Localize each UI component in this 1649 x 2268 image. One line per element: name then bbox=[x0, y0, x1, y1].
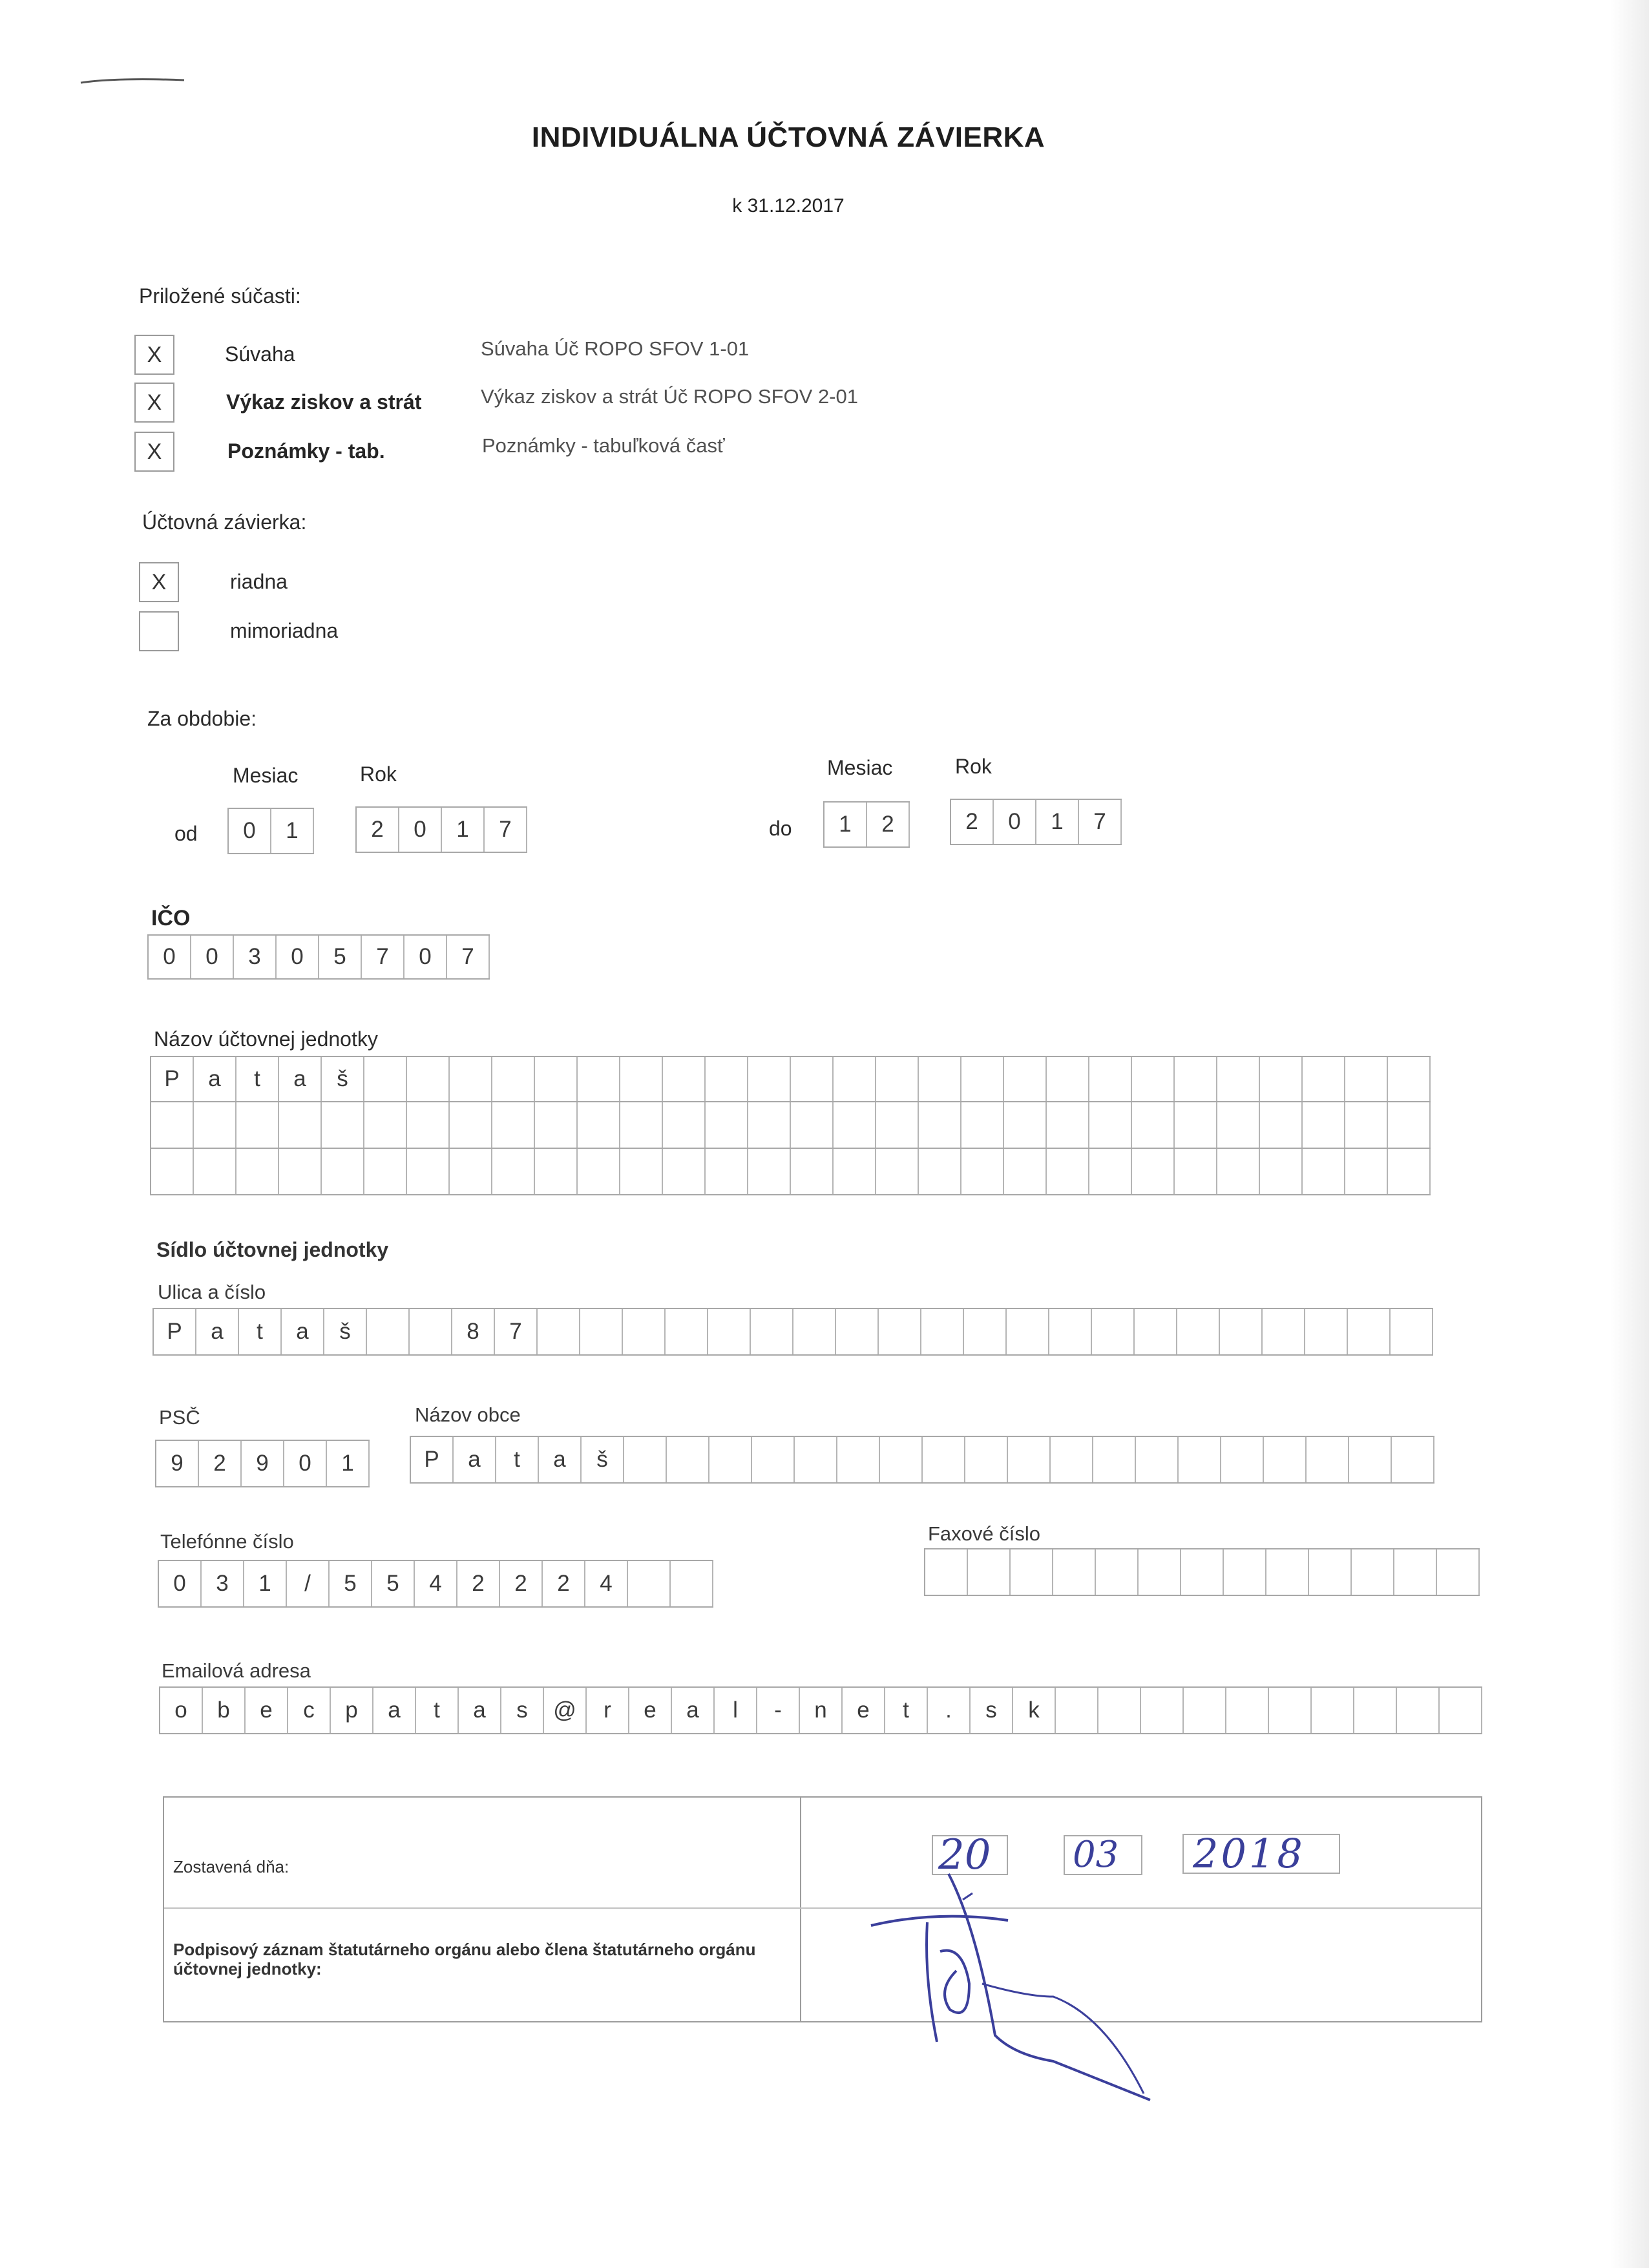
char-cell: c bbox=[288, 1688, 331, 1733]
char-cell: 2 bbox=[457, 1561, 500, 1606]
char-cell bbox=[236, 1102, 279, 1148]
char-cell bbox=[322, 1149, 364, 1194]
char-cell bbox=[708, 1309, 751, 1354]
signature-icon bbox=[859, 1848, 1182, 2113]
char-cell bbox=[663, 1057, 706, 1101]
phone-field[interactable] bbox=[158, 1560, 713, 1608]
from-year-field[interactable] bbox=[355, 806, 527, 853]
char-cell: a bbox=[454, 1437, 496, 1482]
char-cell bbox=[1260, 1149, 1303, 1194]
char-cell bbox=[1221, 1437, 1264, 1482]
char-cell bbox=[367, 1309, 410, 1354]
char-cell: 2 bbox=[199, 1441, 242, 1486]
component-name-poznamky: Poznámky - tab. bbox=[227, 439, 385, 463]
char-cell: . bbox=[928, 1688, 971, 1733]
char-cell bbox=[578, 1102, 620, 1148]
char-cell bbox=[1217, 1149, 1260, 1194]
char-cell bbox=[1177, 1309, 1220, 1354]
component-desc-suvaha: Súvaha Úč ROPO SFOV 1-01 bbox=[481, 337, 750, 360]
signature-label: Podpisový záznam štatutárneho orgánu alebo člena štatutárneho orgánu účtovnej jednotky: bbox=[173, 1940, 756, 1979]
char-cell bbox=[1181, 1549, 1224, 1595]
char-cell bbox=[671, 1561, 713, 1606]
char-cell: š bbox=[582, 1437, 624, 1482]
char-cell bbox=[834, 1149, 876, 1194]
char-cell: 7 bbox=[362, 936, 404, 978]
from-label: od bbox=[174, 822, 198, 845]
option-riadna: riadna bbox=[230, 570, 288, 593]
char-cell bbox=[968, 1549, 1011, 1595]
char-cell: š bbox=[324, 1309, 367, 1354]
char-cell bbox=[580, 1309, 623, 1354]
char-cell bbox=[1132, 1057, 1175, 1101]
char-cell: 0 bbox=[229, 809, 271, 853]
signature-divider bbox=[800, 1798, 801, 2021]
char-cell: 2 bbox=[543, 1561, 585, 1606]
char-cell bbox=[791, 1149, 834, 1194]
checkbox-riadna[interactable]: X bbox=[139, 562, 179, 602]
char-cell bbox=[1345, 1102, 1388, 1148]
char-cell: e bbox=[629, 1688, 672, 1733]
char-cell: 2 bbox=[867, 803, 910, 846]
char-cell bbox=[1056, 1688, 1098, 1733]
char-cell: t bbox=[239, 1309, 282, 1354]
char-cell: 1 bbox=[327, 1441, 370, 1486]
char-cell bbox=[236, 1149, 279, 1194]
char-cell bbox=[1049, 1309, 1092, 1354]
char-cell bbox=[364, 1102, 407, 1148]
char-cell bbox=[1303, 1102, 1345, 1148]
char-cell bbox=[1132, 1149, 1175, 1194]
char-cell bbox=[752, 1437, 795, 1482]
char-cell bbox=[919, 1057, 961, 1101]
char-cell bbox=[1096, 1549, 1139, 1595]
street-label: Ulica a číslo bbox=[158, 1281, 266, 1303]
char-cell: P bbox=[411, 1437, 454, 1482]
char-cell bbox=[1345, 1149, 1388, 1194]
char-cell bbox=[880, 1437, 923, 1482]
char-cell bbox=[492, 1102, 535, 1148]
char-cell bbox=[709, 1437, 752, 1482]
char-cell bbox=[1224, 1549, 1266, 1595]
char-cell bbox=[925, 1549, 968, 1595]
char-cell: 0 bbox=[159, 1561, 202, 1606]
char-cell bbox=[663, 1102, 706, 1148]
from-year-label: Rok bbox=[360, 762, 397, 786]
char-cell bbox=[791, 1102, 834, 1148]
char-cell bbox=[578, 1057, 620, 1101]
char-cell bbox=[1303, 1149, 1345, 1194]
char-cell bbox=[1175, 1102, 1217, 1148]
char-cell bbox=[1141, 1688, 1184, 1733]
city-label: Názov obce bbox=[415, 1403, 521, 1426]
char-cell bbox=[279, 1149, 322, 1194]
char-cell: 2 bbox=[500, 1561, 543, 1606]
char-cell: 0 bbox=[399, 808, 442, 852]
char-cell bbox=[1007, 1309, 1049, 1354]
checkbox-poznamky[interactable]: X bbox=[134, 432, 174, 472]
components-heading: Priložené súčasti: bbox=[139, 284, 301, 308]
char-cell bbox=[964, 1309, 1007, 1354]
char-cell: a bbox=[373, 1688, 416, 1733]
char-cell bbox=[961, 1102, 1004, 1148]
char-cell bbox=[1352, 1549, 1394, 1595]
char-cell bbox=[1008, 1437, 1051, 1482]
char-cell: P bbox=[151, 1057, 194, 1101]
char-cell: - bbox=[757, 1688, 800, 1733]
char-cell bbox=[919, 1102, 961, 1148]
char-cell bbox=[1004, 1149, 1047, 1194]
char-cell bbox=[1312, 1688, 1354, 1733]
char-cell: @ bbox=[544, 1688, 587, 1733]
char-cell bbox=[1051, 1437, 1093, 1482]
char-cell: a bbox=[196, 1309, 239, 1354]
document-title: INDIVIDUÁLNA ÚČTOVNÁ ZÁVIERKA bbox=[531, 121, 1045, 153]
char-cell bbox=[1175, 1149, 1217, 1194]
char-cell: e bbox=[246, 1688, 288, 1733]
char-cell bbox=[1132, 1102, 1175, 1148]
to-year-label: Rok bbox=[955, 755, 992, 778]
char-cell bbox=[1139, 1549, 1181, 1595]
fax-label: Faxové číslo bbox=[928, 1522, 1041, 1545]
char-cell bbox=[578, 1149, 620, 1194]
char-cell bbox=[1047, 1149, 1089, 1194]
char-cell bbox=[1260, 1102, 1303, 1148]
char-cell bbox=[748, 1102, 791, 1148]
char-cell bbox=[795, 1437, 837, 1482]
email-label: Emailová adresa bbox=[162, 1659, 311, 1682]
char-cell: 7 bbox=[485, 808, 527, 852]
signature-table bbox=[163, 1796, 1482, 2022]
component-name-vykaz: Výkaz ziskov a strát bbox=[226, 390, 422, 414]
char-cell bbox=[1388, 1149, 1431, 1194]
char-cell bbox=[1175, 1057, 1217, 1101]
char-cell bbox=[1217, 1057, 1260, 1101]
char-cell bbox=[663, 1149, 706, 1194]
char-cell bbox=[1011, 1549, 1053, 1595]
psc-field[interactable] bbox=[155, 1440, 370, 1487]
char-cell bbox=[1089, 1149, 1132, 1194]
char-cell bbox=[535, 1149, 578, 1194]
char-cell bbox=[364, 1057, 407, 1101]
char-cell bbox=[1047, 1057, 1089, 1101]
checkbox-mimoriadna[interactable] bbox=[139, 611, 179, 651]
char-cell: 0 bbox=[994, 800, 1036, 844]
char-cell bbox=[1179, 1437, 1221, 1482]
char-cell bbox=[151, 1149, 194, 1194]
ico-field[interactable] bbox=[147, 934, 490, 980]
char-cell bbox=[1440, 1688, 1482, 1733]
char-cell bbox=[1388, 1102, 1431, 1148]
char-cell bbox=[1437, 1549, 1480, 1595]
char-cell: 0 bbox=[149, 936, 191, 978]
component-name-suvaha: Súvaha bbox=[225, 342, 295, 366]
char-cell bbox=[1397, 1688, 1440, 1733]
from-month-field[interactable] bbox=[227, 808, 314, 854]
char-cell: 5 bbox=[330, 1561, 372, 1606]
to-month-label: Mesiac bbox=[827, 756, 893, 779]
char-cell: a bbox=[672, 1688, 715, 1733]
ico-label: IČO bbox=[151, 906, 191, 930]
char-cell bbox=[407, 1149, 450, 1194]
char-cell bbox=[1093, 1437, 1136, 1482]
char-cell: 2 bbox=[951, 800, 994, 844]
address-heading: Sídlo účtovnej jednotky bbox=[156, 1238, 389, 1261]
char-cell: 1 bbox=[271, 809, 314, 853]
char-cell bbox=[748, 1057, 791, 1101]
char-cell bbox=[1348, 1309, 1391, 1354]
char-cell bbox=[1089, 1102, 1132, 1148]
char-cell: 1 bbox=[244, 1561, 287, 1606]
char-cell bbox=[1394, 1549, 1437, 1595]
char-cell bbox=[965, 1437, 1008, 1482]
char-cell bbox=[1388, 1057, 1431, 1101]
to-year-field[interactable] bbox=[950, 799, 1122, 845]
char-cell bbox=[1307, 1437, 1349, 1482]
char-cell bbox=[919, 1149, 961, 1194]
char-cell: 3 bbox=[234, 936, 277, 978]
city-field[interactable] bbox=[410, 1436, 1434, 1484]
char-cell bbox=[706, 1149, 748, 1194]
char-cell: r bbox=[587, 1688, 629, 1733]
char-cell bbox=[1053, 1549, 1096, 1595]
char-cell bbox=[923, 1437, 965, 1482]
char-cell bbox=[834, 1102, 876, 1148]
psc-label: PSČ bbox=[159, 1406, 200, 1429]
char-cell bbox=[1269, 1688, 1312, 1733]
char-cell: P bbox=[154, 1309, 196, 1354]
char-cell bbox=[1354, 1688, 1397, 1733]
char-cell bbox=[492, 1149, 535, 1194]
char-cell: t bbox=[236, 1057, 279, 1101]
char-cell bbox=[1226, 1688, 1269, 1733]
component-desc-poznamky: Poznámky - tabuľková časť bbox=[482, 434, 725, 457]
component-desc-vykaz: Výkaz ziskov a strát Úč ROPO SFOV 2-01 bbox=[481, 385, 858, 408]
char-cell bbox=[1266, 1549, 1309, 1595]
phone-label: Telefónne číslo bbox=[160, 1530, 294, 1553]
char-cell bbox=[538, 1309, 580, 1354]
char-cell bbox=[1260, 1057, 1303, 1101]
char-cell bbox=[1098, 1688, 1141, 1733]
char-cell: 7 bbox=[495, 1309, 538, 1354]
char-cell: t bbox=[885, 1688, 928, 1733]
compiled-label: Zostavená dňa: bbox=[173, 1857, 289, 1876]
date-year: 2018 bbox=[1193, 1830, 1305, 1877]
char-cell bbox=[748, 1149, 791, 1194]
char-cell: t bbox=[496, 1437, 539, 1482]
char-cell: l bbox=[715, 1688, 757, 1733]
char-cell: 0 bbox=[284, 1441, 327, 1486]
char-cell bbox=[1092, 1309, 1135, 1354]
char-cell bbox=[194, 1149, 236, 1194]
char-cell bbox=[961, 1149, 1004, 1194]
char-cell: 0 bbox=[191, 936, 234, 978]
char-cell: 0 bbox=[277, 936, 319, 978]
char-cell: o bbox=[160, 1688, 203, 1733]
char-cell bbox=[876, 1102, 919, 1148]
char-cell: a bbox=[282, 1309, 324, 1354]
char-cell: t bbox=[416, 1688, 459, 1733]
char-cell bbox=[620, 1149, 663, 1194]
char-cell bbox=[1349, 1437, 1392, 1482]
char-cell: 5 bbox=[372, 1561, 415, 1606]
char-cell: 7 bbox=[447, 936, 490, 978]
char-cell bbox=[620, 1102, 663, 1148]
option-mimoriadna: mimoriadna bbox=[230, 619, 339, 642]
entity-name-row bbox=[150, 1149, 1431, 1195]
document-date: k 31.12.2017 bbox=[732, 195, 845, 216]
char-cell: e bbox=[843, 1688, 885, 1733]
char-cell bbox=[921, 1309, 964, 1354]
char-cell: 7 bbox=[1079, 800, 1122, 844]
char-cell bbox=[666, 1309, 708, 1354]
char-cell bbox=[623, 1309, 666, 1354]
scan-edge bbox=[1610, 0, 1649, 2268]
char-cell: s bbox=[501, 1688, 544, 1733]
char-cell bbox=[1089, 1057, 1132, 1101]
char-cell bbox=[1263, 1309, 1305, 1354]
email-field[interactable] bbox=[159, 1686, 1482, 1734]
char-cell: š bbox=[322, 1057, 364, 1101]
statement-type-heading: Účtovná závierka: bbox=[142, 510, 307, 534]
period-heading: Za obdobie: bbox=[147, 707, 257, 730]
char-cell: a bbox=[459, 1688, 501, 1733]
char-cell: 4 bbox=[415, 1561, 457, 1606]
signature-row-divider bbox=[164, 1907, 1481, 1909]
char-cell bbox=[876, 1149, 919, 1194]
entity-name-row bbox=[150, 1102, 1431, 1149]
char-cell: p bbox=[331, 1688, 373, 1733]
char-cell bbox=[492, 1057, 535, 1101]
char-cell: n bbox=[800, 1688, 843, 1733]
char-cell: b bbox=[203, 1688, 246, 1733]
char-cell bbox=[279, 1102, 322, 1148]
char-cell bbox=[364, 1149, 407, 1194]
char-cell bbox=[151, 1102, 194, 1148]
entity-name-label: Názov účtovnej jednotky bbox=[154, 1027, 378, 1051]
char-cell bbox=[624, 1437, 667, 1482]
char-cell: 2 bbox=[357, 808, 399, 852]
char-cell: s bbox=[971, 1688, 1013, 1733]
char-cell bbox=[1264, 1437, 1307, 1482]
date-year-box[interactable] bbox=[1182, 1830, 1340, 1877]
char-cell bbox=[620, 1057, 663, 1101]
char-cell bbox=[1220, 1309, 1263, 1354]
date-day: 20 bbox=[938, 1831, 991, 1879]
char-cell: a bbox=[194, 1057, 236, 1101]
char-cell bbox=[1345, 1057, 1388, 1101]
char-cell: a bbox=[539, 1437, 582, 1482]
entity-name-row bbox=[150, 1056, 1431, 1102]
char-cell: 8 bbox=[452, 1309, 495, 1354]
char-cell bbox=[1305, 1309, 1348, 1354]
char-cell bbox=[450, 1102, 492, 1148]
char-cell: 4 bbox=[585, 1561, 628, 1606]
char-cell bbox=[1184, 1688, 1226, 1733]
char-cell bbox=[535, 1102, 578, 1148]
char-cell bbox=[450, 1057, 492, 1101]
char-cell bbox=[1135, 1309, 1177, 1354]
char-cell bbox=[876, 1057, 919, 1101]
char-cell: 9 bbox=[156, 1441, 199, 1486]
date-month: 03 bbox=[1073, 1834, 1119, 1876]
char-cell bbox=[322, 1102, 364, 1148]
char-cell bbox=[879, 1309, 921, 1354]
char-cell bbox=[751, 1309, 793, 1354]
fax-field[interactable] bbox=[924, 1548, 1480, 1596]
char-cell: k bbox=[1013, 1688, 1056, 1733]
char-cell bbox=[793, 1309, 836, 1354]
char-cell bbox=[961, 1057, 1004, 1101]
checkbox-suvaha[interactable]: X bbox=[134, 335, 174, 375]
char-cell bbox=[1004, 1102, 1047, 1148]
char-cell: 1 bbox=[442, 808, 485, 852]
char-cell bbox=[834, 1057, 876, 1101]
entity-name-field[interactable] bbox=[150, 1056, 1431, 1195]
char-cell bbox=[535, 1057, 578, 1101]
from-month-label: Mesiac bbox=[233, 764, 299, 787]
char-cell bbox=[667, 1437, 709, 1482]
char-cell bbox=[450, 1149, 492, 1194]
char-cell bbox=[1136, 1437, 1179, 1482]
to-label: do bbox=[769, 817, 792, 840]
char-cell bbox=[1303, 1057, 1345, 1101]
char-cell bbox=[1392, 1437, 1434, 1482]
char-cell bbox=[706, 1102, 748, 1148]
char-cell bbox=[706, 1057, 748, 1101]
char-cell: 5 bbox=[319, 936, 362, 978]
char-cell bbox=[836, 1309, 879, 1354]
street-field[interactable] bbox=[152, 1308, 1433, 1356]
char-cell bbox=[1391, 1309, 1433, 1354]
char-cell bbox=[1217, 1102, 1260, 1148]
char-cell bbox=[791, 1057, 834, 1101]
char-cell bbox=[407, 1057, 450, 1101]
char-cell bbox=[1004, 1057, 1047, 1101]
checkbox-vykaz[interactable]: X bbox=[134, 383, 174, 423]
char-cell bbox=[410, 1309, 452, 1354]
char-cell: a bbox=[279, 1057, 322, 1101]
to-month-field[interactable] bbox=[823, 801, 910, 848]
char-cell: 0 bbox=[404, 936, 447, 978]
pen-mark-icon bbox=[78, 71, 187, 90]
char-cell: 3 bbox=[202, 1561, 244, 1606]
char-cell: 9 bbox=[242, 1441, 284, 1486]
char-cell bbox=[1047, 1102, 1089, 1148]
char-cell bbox=[628, 1561, 671, 1606]
char-cell: 1 bbox=[824, 803, 867, 846]
char-cell bbox=[1309, 1549, 1352, 1595]
char-cell: / bbox=[287, 1561, 330, 1606]
char-cell bbox=[837, 1437, 880, 1482]
char-cell bbox=[407, 1102, 450, 1148]
char-cell bbox=[194, 1102, 236, 1148]
char-cell: 1 bbox=[1036, 800, 1079, 844]
